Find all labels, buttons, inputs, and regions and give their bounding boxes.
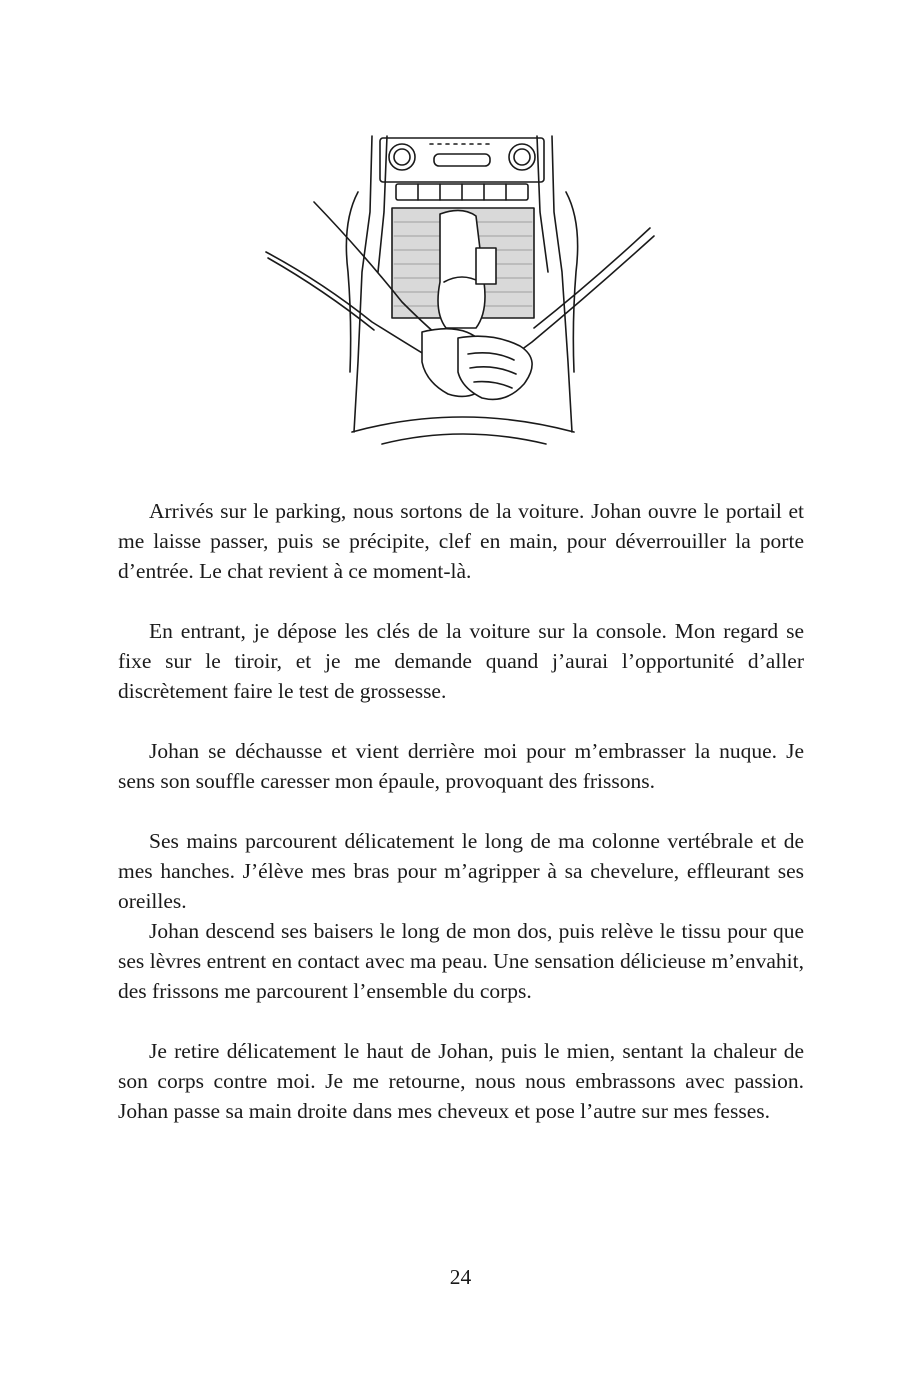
text-block: [118, 496, 804, 1126]
paragraph: Arrivés sur le parking, nous sortons de la voiture. Johan ouvre le portail et me laisse passer, puis se précipite, clef en main, pour déverrouiller la porte d’entrée. Le chat revient à ce moment-là.: [118, 499, 804, 583]
car-console-crossed-hands-illustration: [262, 132, 660, 448]
paragraph: Johan se déchausse et vient derrière moi pour m’embrasser la nuque. Je sens son souffle caresser mon épaule, provoquant des frissons.: [118, 739, 804, 793]
paragraph: En entrant, je dépose les clés de la voiture sur la console. Mon regard se fixe sur le tiroir, et je me demande quand j’aurai l’opportunité d’aller discrètement faire le test de grossesse.: [118, 619, 804, 703]
paragraph: Johan descend ses baisers le long de mon dos, puis relève le tissu pour que ses lèvres entrent en contact avec ma peau. Une sensation délicieuse m’envahit, des frissons me parcourent l’ensemble du corps.: [118, 919, 804, 1003]
page-number: 24: [449, 1265, 472, 1289]
paragraph: Ses mains parcourent délicatement le long de ma colonne vertébrale et de mes hanches. J’élève mes bras pour m’agripper à sa chevelure, effleurant ses oreilles.: [118, 829, 804, 913]
paragraph: Je retire délicatement le haut de Johan, puis le mien, sentant la chaleur de son corps contre moi. Je me retourne, nous nous embrassons avec passion. Johan passe sa main droite dans mes cheveux et pose l’autre sur mes fesses.: [118, 1039, 804, 1123]
